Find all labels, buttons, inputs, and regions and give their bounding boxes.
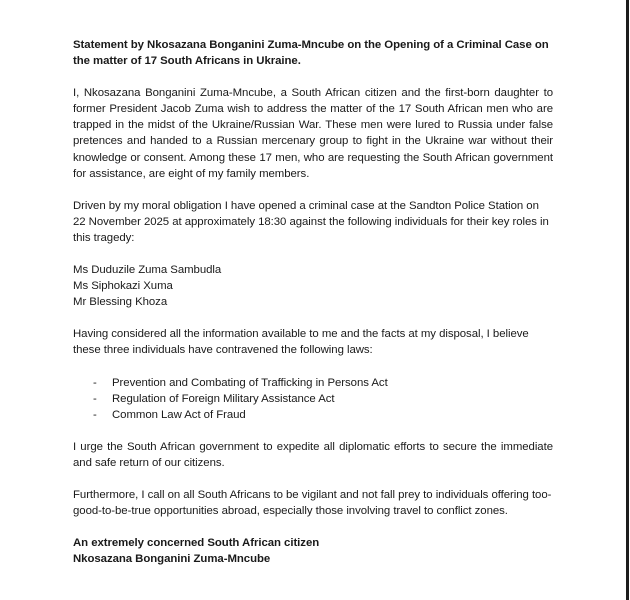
law-label: Regulation of Foreign Military Assistance Act bbox=[112, 392, 335, 405]
paragraph-urge: I urge the South African government to expedite all diplomatic efforts to secure the immediate and safe return of our citizens. bbox=[73, 440, 553, 469]
signature-block bbox=[73, 535, 553, 567]
paragraph-furthermore: Furthermore, I call on all South Africans to be vigilant and not fall prey to individuals offering too-good-to-be-true opportunities abroad, especially those involving travel to conflict zones. bbox=[73, 488, 552, 518]
signature-line-1: An extremely concerned South African citizen bbox=[73, 537, 320, 550]
laws-list bbox=[73, 375, 553, 423]
signature-name: Nkosazana Bonganini Zuma-Mncube bbox=[73, 553, 271, 566]
law-label: Common Law Act of Fraud bbox=[112, 408, 246, 421]
document-title: Statement by Nkosazana Bonganini Zuma-Mncube on the Opening of a Criminal Case on the matter of 17 South Africans in Ukraine. bbox=[73, 39, 549, 68]
paragraph-considered: Having considered all the information available to me and the facts at my disposal, I believe these three individuals have contravened the following laws: bbox=[73, 328, 529, 357]
individuals-list bbox=[73, 262, 553, 310]
bullet-dash: - bbox=[93, 376, 97, 389]
paragraph-case: Driven by my moral obligation I have opened a criminal case at the Sandton Police Station on 22 November 2025 at approximately 18:30 against the following individuals for their key roles in this tragedy: bbox=[73, 199, 549, 244]
bullet-dash: - bbox=[93, 392, 97, 405]
paragraph-intro: I, Nkosazana Bonganini Zuma-Mncube, a South African citizen and the first-born daughter to former President Jacob Zuma wish to address the matter of the 17 South African men who are trapped in the midst of the Ukraine/Russian War. These men were lured to Russia under false pretences and handed to a Russian mercenary group to fight in the Ukraine war without their knowledge or consent. Among these 17 men, who are requesting the South African government for assistance, are eight of my family members. bbox=[73, 87, 553, 180]
law-item bbox=[73, 391, 553, 407]
individual-name: Mr Blessing Khoza bbox=[73, 296, 168, 309]
document-content bbox=[73, 37, 553, 583]
law-item bbox=[73, 375, 553, 391]
law-item bbox=[73, 407, 553, 423]
individual-name: Ms Siphokazi Xuma bbox=[73, 280, 173, 293]
individual-name: Ms Duduzile Zuma Sambudla bbox=[73, 264, 222, 277]
bullet-dash: - bbox=[93, 408, 97, 421]
page-edge-border bbox=[626, 0, 629, 600]
law-label: Prevention and Combating of Trafficking in Persons Act bbox=[112, 376, 388, 389]
